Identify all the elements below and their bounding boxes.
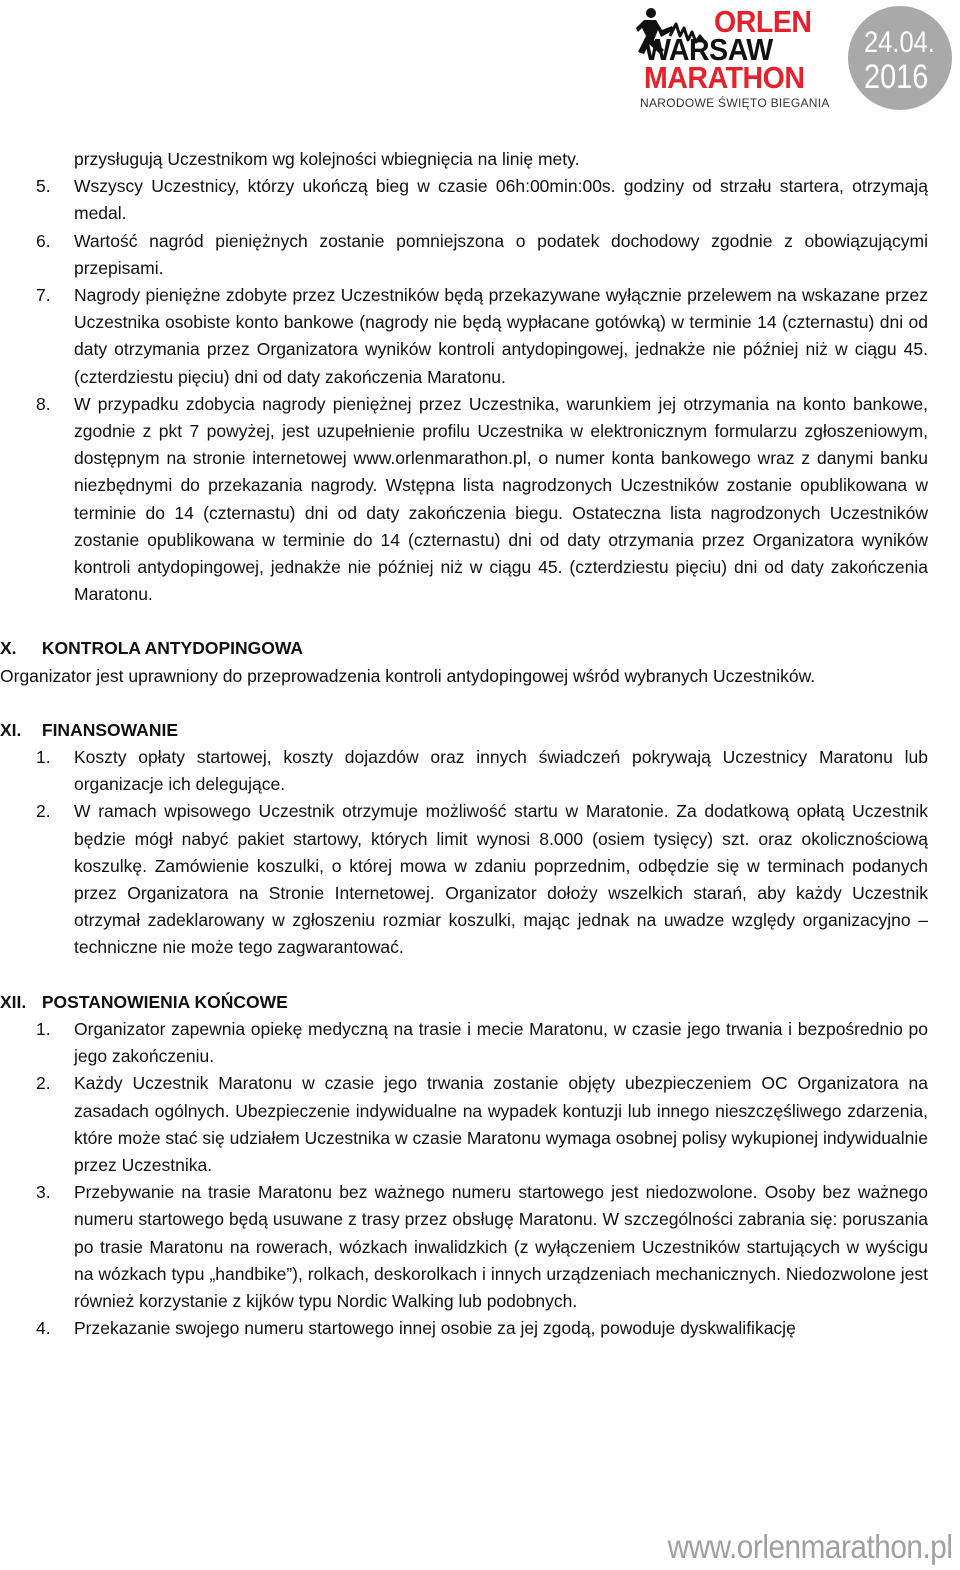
item-text: Każdy Uczestnik Maratonu w czasie jego trwania zostanie objęty ubezpieczeniem OC Organizatora na zasadach ogólnych. Ubezpieczenie indywidualne na wypadek kontuzji lub innego nieszczęśliwego zdarzenia, które może stać się udziałem Uczestnika w czasie Maratonu wymaga osobnej polisy wykupionej indywidualnie przez Uczestnika. (74, 1073, 929, 1175)
section-heading (0, 635, 928, 662)
section-title: FINANSOWANIE (41, 719, 178, 740)
item-number: 1. (36, 1018, 51, 1039)
section-number: XI. (0, 719, 22, 740)
list-item (0, 1016, 928, 1070)
list-item (0, 1179, 928, 1315)
footer-website-url: www.orlenmarathon.pl (667, 1528, 952, 1565)
event-date-year: 2016 (864, 58, 929, 96)
list-item (0, 798, 928, 961)
item-number: 2. (36, 1073, 51, 1094)
list-item (0, 744, 928, 798)
item-text: W ramach wpisowego Uczestnik otrzymuje możliwość startu w Maratonie. Za dodatkową opłatą Uczestnik będzie mógł nabyć pakiet startowy, których limit wynosi 8.000 (osiem tysięcy) szt. oraz okolicznościową koszulkę. Zamówienie koszulki, o której mowa w zdaniu poprzednim, odbędzie się w terminach podanych przez Organizatora na Stronie Internetowej. Organizator dołoży wszelkich starań, aby każdy Uczestnik otrzymał zadeklarowany w zgłoszeniu rozmiar koszulki, mając jednak na uwadze względy organizacyjno – techniczne nie może tego zagwarantować. (74, 801, 928, 958)
item-text: Wartość nagród pieniężnych zostanie pomniejszona o podatek dochodowy zgodnie z obowiązującymi przepisami. (74, 230, 928, 278)
section-final-provisions (0, 989, 928, 1343)
item-text: Wszyscy Uczestnicy, którzy ukończą bieg w czasie 06h:00min:00s. godziny od strzału startera, otrzymają medal. (74, 176, 928, 224)
item-number: 3. (36, 1182, 51, 1203)
item-text: Przekazanie swojego numeru startowego innej osobie za jej zgodą, powoduje dyskwalifikację (74, 1318, 796, 1339)
section-heading (0, 989, 928, 1016)
item-number: 2. (36, 801, 51, 822)
section-heading (0, 717, 928, 744)
section-paragraph: Organizator jest uprawniony do przeprowadzenia kontroli antydopingowej wśród wybranych Uczestników. (0, 665, 816, 686)
section-title: POSTANOWIENIA KOŃCOWE (41, 991, 288, 1012)
section-number: X. (0, 638, 17, 659)
list-item (0, 173, 928, 227)
list-item (0, 282, 928, 391)
list-item (0, 391, 928, 609)
event-date-badge (848, 6, 952, 110)
section-financing (0, 717, 928, 962)
regulations-document (0, 146, 928, 1342)
item-number: 5. (36, 176, 51, 197)
list-item (0, 1070, 928, 1179)
item-number: 7. (36, 285, 51, 306)
section-number: XII. (0, 991, 27, 1012)
event-date-day: 24.04. (864, 26, 935, 59)
item-number: 1. (36, 747, 51, 768)
item-number: 8. (36, 393, 51, 414)
event-logo (630, 0, 960, 118)
logo-marathon: MARATHON (644, 60, 805, 95)
item-number: 6. (36, 230, 51, 251)
item-text: Przebywanie na trasie Maratonu bez ważnego numeru startowego jest niedozwolone. Osoby bez ważnego numeru startowego będą usuwane z trasy przez obsługę Maratonu. W szczególności zabrania się: poruszania po trasie Maratonu na rowerach, wózkach inwalidzkich (z wyłączeniem Uczestników startujących w wyścigu na wózkach typu „handbike”), rolkach, deskorolkach i innych urządzeniach mechanicznych. Niedozwolone jest również korzystanie z kijków typu Nordic Walking lub podobnych. (74, 1182, 928, 1311)
section-antidoping (0, 635, 928, 689)
item-text: Organizator zapewnia opiekę medyczną na trasie i mecie Maratonu, w czasie jego trwania i bezpośrednio po jego zakończeniu. (74, 1018, 928, 1067)
section-title: KONTROLA ANTYDOPINGOWA (41, 638, 304, 659)
continued-paragraph: przysługują Uczestnikom wg kolejności wbiegnięcia na linię mety. (74, 149, 580, 169)
logo-tagline: NARODOWE ŚWIĘTO BIEGANIA (640, 96, 830, 110)
item-text: Koszty opłaty startowej, koszty dojazdów oraz innych świadczeń pokrywają Uczestnicy Maratonu lub organizacje ich delegujące. (74, 747, 928, 795)
item-text: Nagrody pieniężne zdobyte przez Uczestników będą przekazywane wyłącznie przelewem na wskazane przez Uczestnika osobiste konto bankowe (nagrody nie będą wypłacane gotówką) w terminie 14 (czternastu) dni od daty otrzymania przez Organizatora wyników kontroli antydopingowej, jednakże nie później niż w ciągu 45. (czterdziestu pięciu) dni od daty zakończenia Maratonu. (74, 285, 928, 387)
item-text: W przypadku zdobycia nagrody pieniężnej przez Uczestnika, warunkiem jej otrzymania na konto bankowe, zgodnie z pkt 7 powyżej, jest uzupełnienie profilu Uczestnika w elektronicznym formularzu zgłoszeniowym, dostępnym na stronie internetowej www.orlenmarathon.pl, o numer konta bankowego wraz z danymi banku niezbędnymi do przekazania nagrody. Wstępna lista nagrodzonych Uczestników zostanie opublikowana w terminie do 14 (czternastu) dni od daty zakończenia biegu. Ostateczna lista nagrodzonych Uczestników zostanie opublikowana w terminie do 14 (czternastu) dni od daty otrzymania przez Organizatora wyników kontroli antydopingowej, jednakże nie później niż w ciągu 45. (czterdziestu pięciu) dni od daty zakończenia Maratonu. (74, 393, 928, 605)
logo-warsaw: WARSAW (644, 32, 773, 67)
list-item (0, 1315, 928, 1342)
item-number: 4. (36, 1318, 51, 1339)
logo-orlen: ORLEN (714, 4, 812, 39)
prize-list (0, 173, 928, 608)
list-item (0, 228, 928, 282)
